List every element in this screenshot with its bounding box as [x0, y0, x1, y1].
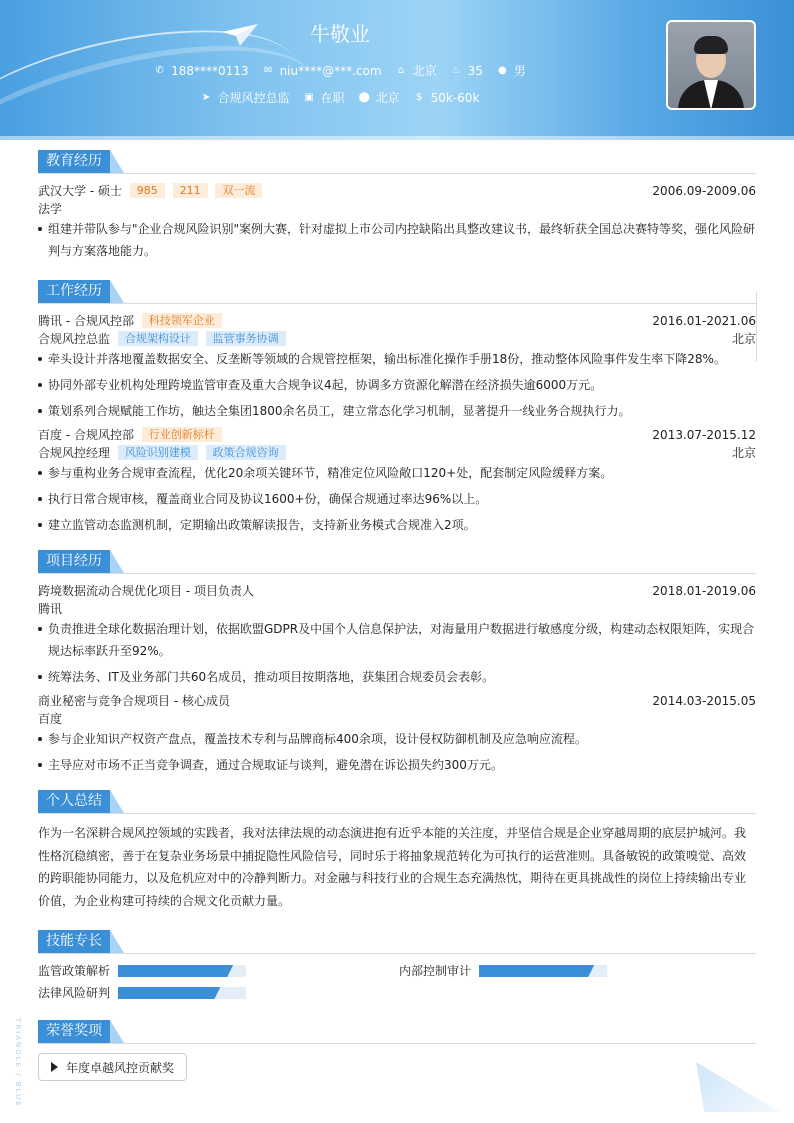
project-date: 2018.01-2019.06 — [652, 584, 756, 598]
email-text: niu****@***.com — [279, 63, 382, 78]
section-title: 教育经历 — [38, 150, 110, 173]
section-work — [38, 280, 756, 304]
skill-fill — [118, 987, 220, 999]
work-item — [38, 426, 756, 536]
gender-item — [497, 62, 526, 79]
skill-bar — [479, 965, 607, 977]
position-item — [201, 89, 290, 106]
position-text: 合规风控总监 — [217, 91, 290, 105]
job-title: 合规风控经理 — [38, 446, 111, 460]
gender-text: 男 — [513, 64, 526, 78]
project-date: 2014.03-2015.05 — [652, 694, 756, 708]
project-name: 跨境数据流动合规优化项目 - 项目负责人 — [38, 584, 254, 598]
work-item — [38, 312, 756, 422]
list-item: 负责推进全球化数据治理计划，依据欧盟GDPR及中国个人信息保护法，对海量用户数据进行敏感度分级，构建动态权限矩阵，实现合规达标率跃升至92%。 — [38, 618, 756, 662]
project-item — [38, 582, 756, 688]
education-date: 2006.09-2009.06 — [652, 184, 756, 198]
age-text: 35 — [467, 63, 483, 78]
skill-tag: 政策合规咨询 — [206, 445, 286, 460]
work-location: 北京 — [731, 332, 756, 346]
skill-item — [399, 960, 756, 982]
gender-icon: ● — [497, 65, 507, 76]
summary-text: 作为一名深耕合规风控领域的实践者，我对法律法规的动态演进抱有近乎本能的关注度，并坚信合规是企业穿越周期的底层护城河。我性格沉稳缜密，善于在复杂业务场景中捕捉隐性风险信号，同时乐于将抽象规范转化为可执行的运营准则。具备敏锐的政策嗅觉、高效的跨职能协同能力，以及危机应对中的冷静判断力。对金融与科技行业的合规生态充满热忱，期待在更具挑战性的岗位上持续输出专业价值，为企业构建可持续的合规文化贡献力量。 — [38, 826, 747, 908]
avatar — [666, 20, 756, 110]
skill-bar — [118, 965, 246, 977]
side-watermark: TRIANGLE / BLUE — [14, 1018, 22, 1108]
education-bullets — [38, 218, 756, 262]
target-city-text: 北京 — [375, 91, 400, 105]
mail-icon: ✉ — [263, 65, 273, 76]
section-title: 工作经历 — [38, 280, 110, 303]
cake-icon: ♨ — [451, 65, 461, 76]
list-item: 策划系列合规赋能工作坊，触达全集团1800余名员工，建立常态化学习机制，显著提升一线业务合规执行力。 — [38, 400, 756, 422]
section-education — [38, 150, 756, 174]
section-title: 技能专长 — [38, 930, 110, 953]
skill-name: 监管政策解析 — [38, 964, 111, 978]
project-item — [38, 692, 756, 776]
list-item: 统筹法务、IT及业务部门共60名成员，推动项目按期落地，获集团合规委员会表彰。 — [38, 666, 756, 688]
list-item: 协同外部专业机构处理跨境监管审查及重大合规争议4起，协调多方资源化解潜在经济损失逾6000万元。 — [38, 374, 756, 396]
skill-name: 内部控制审计 — [399, 964, 472, 978]
skill-bar — [118, 987, 246, 999]
contact-row — [0, 62, 680, 79]
work-location: 北京 — [731, 446, 756, 460]
section-title: 项目经历 — [38, 550, 110, 573]
school-name: 武汉大学 - 硕士 — [38, 184, 122, 198]
email-item — [263, 62, 382, 79]
skills-grid — [38, 960, 756, 1004]
list-item: 建立监管动态监测机制，定期输出政策解读报告，支持新业务模式合规准入2项。 — [38, 514, 756, 536]
section-summary — [38, 790, 756, 814]
list-item: 执行日常合规审核，覆盖商业合同及协议1600+份，确保合规通过率达96%以上。 — [38, 488, 756, 510]
education-tag: 211 — [173, 183, 208, 198]
phone-text: 188****0113 — [171, 63, 249, 78]
resume-body — [38, 150, 756, 1081]
city-text: 北京 — [412, 64, 437, 78]
skill-name: 法律风险研判 — [38, 986, 111, 1000]
intent-row — [0, 89, 680, 106]
section-awards — [38, 1020, 756, 1044]
age-item — [451, 62, 483, 79]
education-major: 法学 — [38, 202, 63, 216]
status-text: 在职 — [320, 91, 345, 105]
company-tag: 科技领军企业 — [142, 313, 222, 328]
play-icon — [51, 1062, 58, 1072]
header-divider — [0, 136, 794, 140]
candidate-name: 牛敬业 — [310, 22, 370, 46]
list-item: 参与重构业务合规审查流程，优化20余项关键环节，精准定位风险敞口120+处，配套制定风险缓释方案。 — [38, 462, 756, 484]
list-item: 参与企业知识产权资产盘点，覆盖技术专利与品牌商标400余项，设计侵权防御机制及应急响应流程。 — [38, 728, 756, 750]
skill-item — [38, 982, 399, 1004]
phone-item — [154, 62, 248, 79]
education-tag: 985 — [130, 183, 165, 198]
skill-tag: 风险识别建模 — [118, 445, 198, 460]
briefcase-icon: ▣ — [304, 92, 314, 103]
education-tag: 双一流 — [215, 183, 262, 198]
company-tag: 行业创新标杆 — [142, 427, 222, 442]
phone-icon: ✆ — [155, 65, 164, 76]
list-item: 组建并带队参与"企业合规风险识别"案例大赛，针对虚拟上市公司内控缺陷出具整改建议书，最终斩获全国总决赛特等奖，强化风险研判与方案落地能力。 — [38, 218, 756, 262]
section-project — [38, 550, 756, 574]
education-header — [38, 182, 756, 200]
status-item — [304, 89, 345, 106]
company-name: 百度 - 合规风控部 — [38, 428, 134, 442]
salary-item — [414, 89, 480, 106]
work-date: 2013.07-2015.12 — [652, 428, 756, 442]
send-icon: ➤ — [201, 92, 211, 103]
skill-fill — [118, 965, 233, 977]
skill-tag: 合规架构设计 — [118, 331, 198, 346]
project-org: 腾讯 — [38, 602, 63, 616]
target-city-item — [359, 89, 400, 106]
city-item — [396, 62, 437, 79]
job-title: 合规风控总监 — [38, 332, 111, 346]
list-item: 主导应对市场不正当竞争调查，通过合规取证与谈判，避免潜在诉讼损失约300万元。 — [38, 754, 756, 776]
section-skills — [38, 930, 756, 954]
company-name: 腾讯 - 合规风控部 — [38, 314, 134, 328]
list-item: 牵头设计并落地覆盖数据安全、反垄断等领域的合规管控框架，输出标准化操作手册18份，推动整体风险事件发生率下降28%。 — [38, 348, 756, 370]
project-org: 百度 — [38, 712, 63, 726]
skill-fill — [479, 965, 594, 977]
money-icon: $ — [415, 92, 423, 103]
section-title: 荣誉奖项 — [38, 1020, 110, 1043]
project-name: 商业秘密与竞争合规项目 - 核心成员 — [38, 694, 230, 708]
home-icon: ⌂ — [397, 65, 405, 76]
skill-tag: 监管事务协调 — [206, 331, 286, 346]
work-date: 2016.01-2021.06 — [652, 314, 756, 328]
skill-item — [38, 960, 399, 982]
divider — [756, 292, 757, 362]
location-pin-icon: ⬤ — [358, 92, 370, 103]
section-title: 个人总结 — [38, 790, 110, 813]
award-name: 年度卓越风控贡献奖 — [66, 1060, 175, 1075]
award-item — [38, 1053, 187, 1081]
salary-text: 50k-60k — [430, 90, 480, 105]
